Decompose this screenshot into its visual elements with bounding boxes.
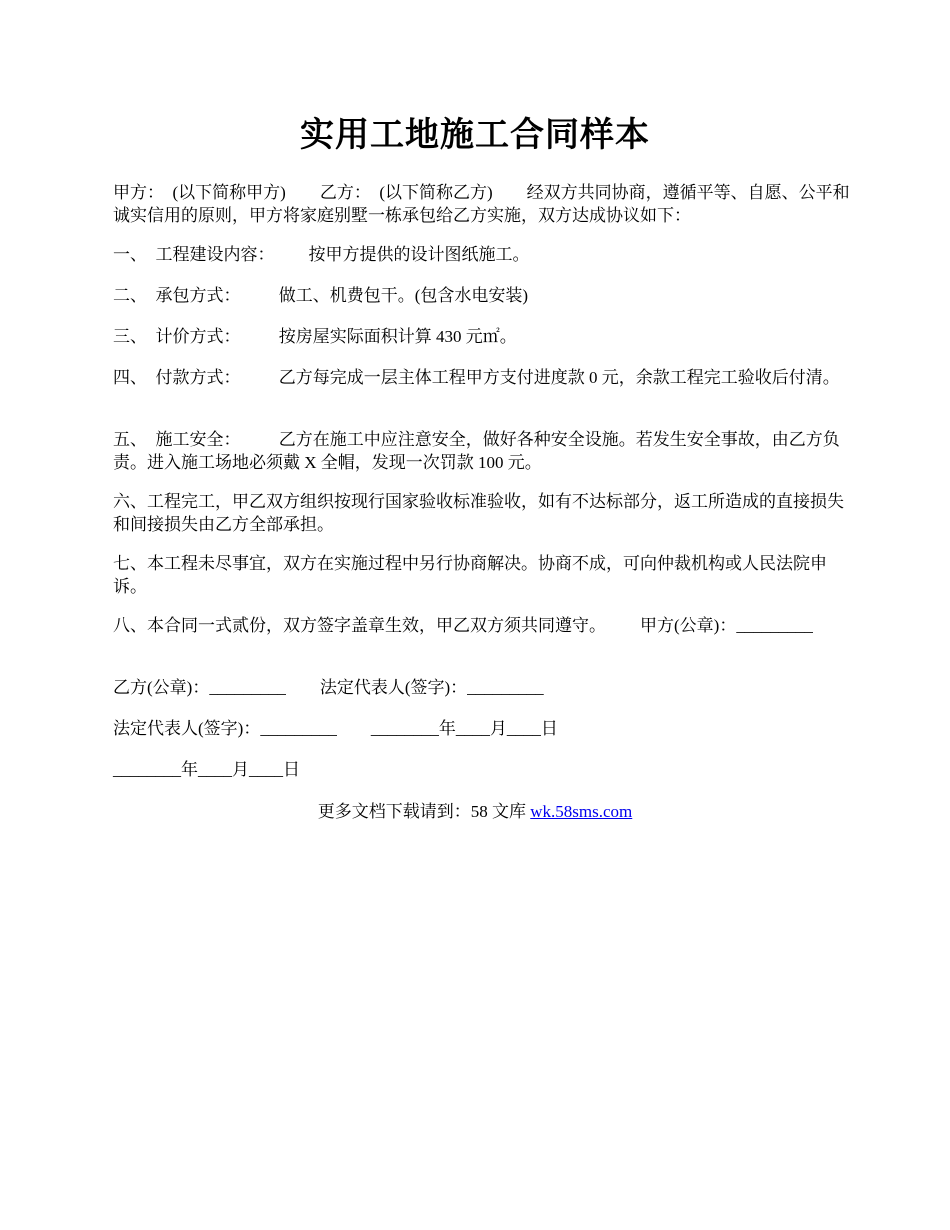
paragraph-parties: 甲方： (以下简称甲方) 乙方： (以下简称乙方) 经双方共同协商，遵循平等、自愿、公平和诚实信用的原则，甲方将家庭别墅一栋承包给乙方实施，双方达成协议如下： <box>113 183 850 225</box>
paragraph-clause-5: 五、 施工安全： 乙方在施工中应注意安全，做好各种安全设施。若发生安全事故，由乙方负责。进入施工场地必须戴 X 全帽，发现一次罚款 100 元。 <box>113 430 840 472</box>
footer-text: 更多文档下载请到：58 文库 <box>317 802 531 821</box>
paragraph-clause-7: 七、本工程未尽事宜，双方在实施过程中另行协商解决。协商不成，可向仲裁机构或人民法院申诉。 <box>113 554 827 596</box>
signature-line-party-b: 乙方(公章)：_________ 法定代表人(签字)：_________ <box>113 678 544 697</box>
signature-date-line: ________年____月____日 <box>113 760 300 779</box>
footer-download-note <box>0 800 950 823</box>
signature-line-representative: 法定代表人(签字)：_________ ________年____月____日 <box>113 719 558 738</box>
paragraph-clause-2: 二、 承包方式： 做工、机费包干。(包含水电安装) <box>113 286 529 305</box>
paragraph-clause-4: 四、 付款方式： 乙方每完成一层主体工程甲方支付进度款 0 元，余款工程完工验收后付清。 <box>113 368 840 387</box>
document-title: 实用工地施工合同样本 <box>300 117 650 154</box>
paragraph-clause-1: 一、 工程建设内容： 按甲方提供的设计图纸施工。 <box>113 245 530 264</box>
paragraph-clause-8: 八、本合同一式贰份，双方签字盖章生效，甲乙双方须共同遵守。 甲方(公章)：_________ <box>113 616 813 635</box>
footer-link[interactable]: wk.58sms.com <box>530 802 633 821</box>
paragraph-clause-3: 三、 计价方式： 按房屋实际面积计算 430 元㎡。 <box>113 327 517 346</box>
paragraph-clause-6: 六、工程完工，甲乙双方组织按现行国家验收标准验收，如有不达标部分，返工所造成的直接损失和间接损失由乙方全部承担。 <box>113 492 844 534</box>
